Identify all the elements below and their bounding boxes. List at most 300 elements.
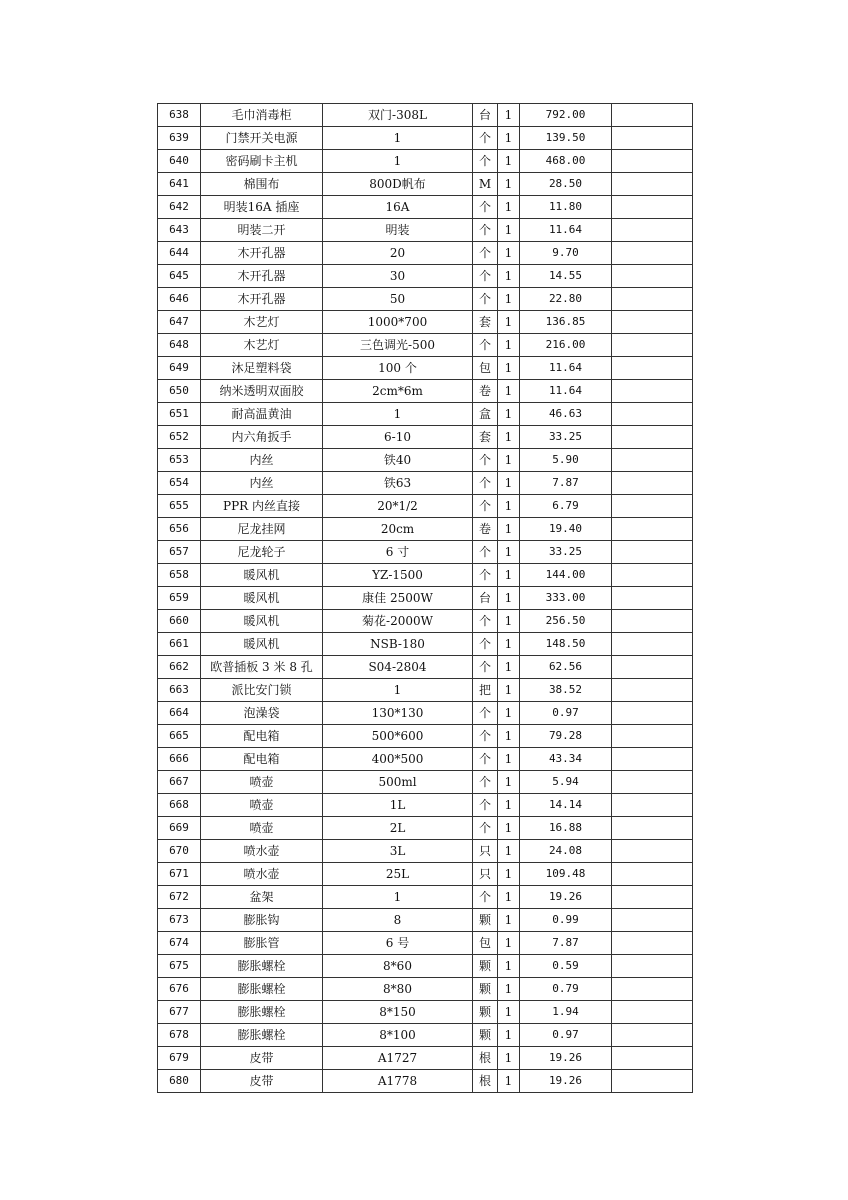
item-unit-cell: 根 bbox=[473, 1070, 498, 1093]
item-unit-cell: 个 bbox=[473, 495, 498, 518]
item-spec-cell: 菊花-2000W bbox=[323, 610, 473, 633]
item-unit-cell: 个 bbox=[473, 472, 498, 495]
item-name-cell: 明装16A 插座 bbox=[201, 196, 323, 219]
table-row bbox=[158, 1047, 693, 1070]
item-note-cell bbox=[612, 1047, 693, 1070]
item-quantity-cell: 1 bbox=[498, 932, 520, 955]
item-spec-cell: 8*60 bbox=[323, 955, 473, 978]
item-quantity-cell: 1 bbox=[498, 150, 520, 173]
item-name-cell: 膨胀螺栓 bbox=[201, 955, 323, 978]
item-spec-cell: 400*500 bbox=[323, 748, 473, 771]
item-number-cell: 674 bbox=[158, 932, 201, 955]
item-note-cell bbox=[612, 817, 693, 840]
item-number-cell: 680 bbox=[158, 1070, 201, 1093]
table-row bbox=[158, 219, 693, 242]
item-unit-cell: 个 bbox=[473, 656, 498, 679]
table-row bbox=[158, 1001, 693, 1024]
item-note-cell bbox=[612, 794, 693, 817]
item-note-cell bbox=[612, 610, 693, 633]
item-quantity-cell: 1 bbox=[498, 909, 520, 932]
item-spec-cell: 6 寸 bbox=[323, 541, 473, 564]
item-quantity-cell: 1 bbox=[498, 633, 520, 656]
item-quantity-cell: 1 bbox=[498, 357, 520, 380]
item-note-cell bbox=[612, 886, 693, 909]
item-spec-cell: 800D帆布 bbox=[323, 173, 473, 196]
item-price-cell: 468.00 bbox=[520, 150, 612, 173]
item-number-cell: 668 bbox=[158, 794, 201, 817]
item-price-cell: 24.08 bbox=[520, 840, 612, 863]
item-number-cell: 646 bbox=[158, 288, 201, 311]
item-number-cell: 641 bbox=[158, 173, 201, 196]
item-quantity-cell: 1 bbox=[498, 886, 520, 909]
item-number-cell: 659 bbox=[158, 587, 201, 610]
item-spec-cell: 8*150 bbox=[323, 1001, 473, 1024]
item-price-cell: 46.63 bbox=[520, 403, 612, 426]
item-price-cell: 19.26 bbox=[520, 1047, 612, 1070]
table-row bbox=[158, 150, 693, 173]
item-unit-cell: M bbox=[473, 173, 498, 196]
item-quantity-cell: 1 bbox=[498, 1047, 520, 1070]
item-spec-cell: 25L bbox=[323, 863, 473, 886]
item-unit-cell: 个 bbox=[473, 564, 498, 587]
item-quantity-cell: 1 bbox=[498, 518, 520, 541]
item-name-cell: 纳米透明双面胶 bbox=[201, 380, 323, 403]
item-name-cell: 喷水壶 bbox=[201, 840, 323, 863]
item-price-cell: 0.97 bbox=[520, 702, 612, 725]
item-name-cell: 膨胀螺栓 bbox=[201, 1024, 323, 1047]
item-price-cell: 43.34 bbox=[520, 748, 612, 771]
item-number-cell: 651 bbox=[158, 403, 201, 426]
item-number-cell: 640 bbox=[158, 150, 201, 173]
item-spec-cell: 20 bbox=[323, 242, 473, 265]
table-row bbox=[158, 656, 693, 679]
item-spec-cell: 16A bbox=[323, 196, 473, 219]
item-number-cell: 663 bbox=[158, 679, 201, 702]
table-row bbox=[158, 771, 693, 794]
item-note-cell bbox=[612, 1001, 693, 1024]
item-note-cell bbox=[612, 380, 693, 403]
item-quantity-cell: 1 bbox=[498, 794, 520, 817]
item-name-cell: 内丝 bbox=[201, 472, 323, 495]
item-spec-cell: NSB-180 bbox=[323, 633, 473, 656]
item-quantity-cell: 1 bbox=[498, 656, 520, 679]
item-note-cell bbox=[612, 656, 693, 679]
item-note-cell bbox=[612, 449, 693, 472]
item-note-cell bbox=[612, 564, 693, 587]
item-quantity-cell: 1 bbox=[498, 173, 520, 196]
item-unit-cell: 卷 bbox=[473, 518, 498, 541]
table-row bbox=[158, 932, 693, 955]
item-unit-cell: 个 bbox=[473, 196, 498, 219]
item-quantity-cell: 1 bbox=[498, 725, 520, 748]
table-row bbox=[158, 380, 693, 403]
item-price-cell: 792.00 bbox=[520, 104, 612, 127]
item-number-cell: 667 bbox=[158, 771, 201, 794]
item-note-cell bbox=[612, 725, 693, 748]
table-row bbox=[158, 403, 693, 426]
item-spec-cell: 1 bbox=[323, 150, 473, 173]
item-note-cell bbox=[612, 518, 693, 541]
item-unit-cell: 个 bbox=[473, 127, 498, 150]
item-price-cell: 256.50 bbox=[520, 610, 612, 633]
item-spec-cell: 明装 bbox=[323, 219, 473, 242]
table-row bbox=[158, 564, 693, 587]
item-spec-cell: YZ-1500 bbox=[323, 564, 473, 587]
item-note-cell bbox=[612, 1024, 693, 1047]
item-quantity-cell: 1 bbox=[498, 495, 520, 518]
table-row bbox=[158, 334, 693, 357]
item-number-cell: 658 bbox=[158, 564, 201, 587]
item-name-cell: 喷水壶 bbox=[201, 863, 323, 886]
item-note-cell bbox=[612, 702, 693, 725]
item-name-cell: 木艺灯 bbox=[201, 334, 323, 357]
table-row bbox=[158, 817, 693, 840]
table-row bbox=[158, 610, 693, 633]
item-unit-cell: 盒 bbox=[473, 403, 498, 426]
item-quantity-cell: 1 bbox=[498, 1024, 520, 1047]
item-number-cell: 661 bbox=[158, 633, 201, 656]
item-price-cell: 5.94 bbox=[520, 771, 612, 794]
item-unit-cell: 个 bbox=[473, 725, 498, 748]
item-quantity-cell: 1 bbox=[498, 702, 520, 725]
item-price-cell: 7.87 bbox=[520, 932, 612, 955]
table-row bbox=[158, 725, 693, 748]
item-name-cell: 盆架 bbox=[201, 886, 323, 909]
table-row bbox=[158, 886, 693, 909]
item-price-cell: 333.00 bbox=[520, 587, 612, 610]
item-price-cell: 79.28 bbox=[520, 725, 612, 748]
table-row bbox=[158, 840, 693, 863]
item-name-cell: 泡澡袋 bbox=[201, 702, 323, 725]
item-price-cell: 6.79 bbox=[520, 495, 612, 518]
item-note-cell bbox=[612, 541, 693, 564]
item-note-cell bbox=[612, 311, 693, 334]
item-name-cell: 皮带 bbox=[201, 1070, 323, 1093]
item-note-cell bbox=[612, 357, 693, 380]
item-number-cell: 679 bbox=[158, 1047, 201, 1070]
item-name-cell: 配电箱 bbox=[201, 725, 323, 748]
item-spec-cell: 铁63 bbox=[323, 472, 473, 495]
item-quantity-cell: 1 bbox=[498, 311, 520, 334]
item-number-cell: 671 bbox=[158, 863, 201, 886]
item-name-cell: 膨胀螺栓 bbox=[201, 978, 323, 1001]
item-note-cell bbox=[612, 748, 693, 771]
item-spec-cell: 30 bbox=[323, 265, 473, 288]
item-price-cell: 136.85 bbox=[520, 311, 612, 334]
item-number-cell: 657 bbox=[158, 541, 201, 564]
item-quantity-cell: 1 bbox=[498, 380, 520, 403]
item-quantity-cell: 1 bbox=[498, 449, 520, 472]
item-name-cell: 明装二开 bbox=[201, 219, 323, 242]
item-price-cell: 22.80 bbox=[520, 288, 612, 311]
item-price-cell: 0.97 bbox=[520, 1024, 612, 1047]
item-price-cell: 11.64 bbox=[520, 357, 612, 380]
item-spec-cell: 500*600 bbox=[323, 725, 473, 748]
item-quantity-cell: 1 bbox=[498, 748, 520, 771]
item-spec-cell: 康佳 2500W bbox=[323, 587, 473, 610]
item-quantity-cell: 1 bbox=[498, 403, 520, 426]
item-name-cell: 毛巾消毒柜 bbox=[201, 104, 323, 127]
table-row bbox=[158, 587, 693, 610]
item-quantity-cell: 1 bbox=[498, 863, 520, 886]
item-spec-cell: 1 bbox=[323, 886, 473, 909]
item-unit-cell: 个 bbox=[473, 886, 498, 909]
item-unit-cell: 套 bbox=[473, 311, 498, 334]
item-note-cell bbox=[612, 472, 693, 495]
item-name-cell: 门禁开关电源 bbox=[201, 127, 323, 150]
item-unit-cell: 个 bbox=[473, 449, 498, 472]
item-number-cell: 677 bbox=[158, 1001, 201, 1024]
item-quantity-cell: 1 bbox=[498, 564, 520, 587]
item-note-cell bbox=[612, 219, 693, 242]
item-quantity-cell: 1 bbox=[498, 1001, 520, 1024]
item-price-cell: 38.52 bbox=[520, 679, 612, 702]
item-spec-cell: 2cm*6m bbox=[323, 380, 473, 403]
item-note-cell bbox=[612, 104, 693, 127]
item-quantity-cell: 1 bbox=[498, 265, 520, 288]
item-unit-cell: 个 bbox=[473, 633, 498, 656]
item-name-cell: 喷壶 bbox=[201, 817, 323, 840]
item-unit-cell: 个 bbox=[473, 334, 498, 357]
price-list-table bbox=[157, 103, 693, 1093]
table-row bbox=[158, 357, 693, 380]
item-unit-cell: 个 bbox=[473, 288, 498, 311]
item-price-cell: 19.26 bbox=[520, 886, 612, 909]
table-row bbox=[158, 196, 693, 219]
table-row bbox=[158, 104, 693, 127]
item-note-cell bbox=[612, 150, 693, 173]
item-number-cell: 666 bbox=[158, 748, 201, 771]
item-price-cell: 0.59 bbox=[520, 955, 612, 978]
item-note-cell bbox=[612, 840, 693, 863]
table-row bbox=[158, 449, 693, 472]
item-spec-cell: 三色调光-500 bbox=[323, 334, 473, 357]
table-body bbox=[158, 104, 693, 1093]
item-name-cell: 棉围布 bbox=[201, 173, 323, 196]
item-number-cell: 650 bbox=[158, 380, 201, 403]
item-name-cell: 木艺灯 bbox=[201, 311, 323, 334]
item-spec-cell: 铁40 bbox=[323, 449, 473, 472]
item-note-cell bbox=[612, 909, 693, 932]
item-name-cell: 暖风机 bbox=[201, 610, 323, 633]
table-row bbox=[158, 863, 693, 886]
item-number-cell: 653 bbox=[158, 449, 201, 472]
item-spec-cell: 6-10 bbox=[323, 426, 473, 449]
table-row bbox=[158, 288, 693, 311]
item-price-cell: 19.40 bbox=[520, 518, 612, 541]
item-unit-cell: 颗 bbox=[473, 978, 498, 1001]
item-quantity-cell: 1 bbox=[498, 242, 520, 265]
item-name-cell: 木开孔器 bbox=[201, 265, 323, 288]
item-quantity-cell: 1 bbox=[498, 196, 520, 219]
item-name-cell: 配电箱 bbox=[201, 748, 323, 771]
item-name-cell: 派比安门锁 bbox=[201, 679, 323, 702]
item-quantity-cell: 1 bbox=[498, 587, 520, 610]
item-number-cell: 638 bbox=[158, 104, 201, 127]
item-name-cell: 膨胀螺栓 bbox=[201, 1001, 323, 1024]
item-name-cell: 耐高温黄油 bbox=[201, 403, 323, 426]
item-number-cell: 642 bbox=[158, 196, 201, 219]
item-price-cell: 11.64 bbox=[520, 380, 612, 403]
item-name-cell: 密码刷卡主机 bbox=[201, 150, 323, 173]
item-unit-cell: 个 bbox=[473, 610, 498, 633]
item-spec-cell: 50 bbox=[323, 288, 473, 311]
item-number-cell: 676 bbox=[158, 978, 201, 1001]
item-unit-cell: 卷 bbox=[473, 380, 498, 403]
item-price-cell: 33.25 bbox=[520, 541, 612, 564]
item-spec-cell: 1L bbox=[323, 794, 473, 817]
item-note-cell bbox=[612, 495, 693, 518]
item-note-cell bbox=[612, 265, 693, 288]
table-row bbox=[158, 633, 693, 656]
table-row bbox=[158, 1070, 693, 1093]
item-note-cell bbox=[612, 1070, 693, 1093]
item-spec-cell: 1 bbox=[323, 127, 473, 150]
item-name-cell: 暖风机 bbox=[201, 633, 323, 656]
table-row bbox=[158, 173, 693, 196]
item-unit-cell: 颗 bbox=[473, 909, 498, 932]
item-number-cell: 672 bbox=[158, 886, 201, 909]
item-price-cell: 33.25 bbox=[520, 426, 612, 449]
item-note-cell bbox=[612, 403, 693, 426]
item-number-cell: 655 bbox=[158, 495, 201, 518]
item-note-cell bbox=[612, 587, 693, 610]
item-note-cell bbox=[612, 426, 693, 449]
table-row bbox=[158, 472, 693, 495]
item-note-cell bbox=[612, 196, 693, 219]
table-row bbox=[158, 955, 693, 978]
item-name-cell: 喷壶 bbox=[201, 771, 323, 794]
item-quantity-cell: 1 bbox=[498, 978, 520, 1001]
item-number-cell: 647 bbox=[158, 311, 201, 334]
item-spec-cell: 100 个 bbox=[323, 357, 473, 380]
table-row bbox=[158, 426, 693, 449]
item-note-cell bbox=[612, 863, 693, 886]
item-quantity-cell: 1 bbox=[498, 219, 520, 242]
item-price-cell: 62.56 bbox=[520, 656, 612, 679]
item-name-cell: 暖风机 bbox=[201, 564, 323, 587]
item-price-cell: 109.48 bbox=[520, 863, 612, 886]
item-name-cell: 尼龙挂网 bbox=[201, 518, 323, 541]
item-quantity-cell: 1 bbox=[498, 472, 520, 495]
item-quantity-cell: 1 bbox=[498, 1070, 520, 1093]
item-quantity-cell: 1 bbox=[498, 840, 520, 863]
item-number-cell: 670 bbox=[158, 840, 201, 863]
item-number-cell: 673 bbox=[158, 909, 201, 932]
table-row bbox=[158, 311, 693, 334]
table-row bbox=[158, 909, 693, 932]
item-quantity-cell: 1 bbox=[498, 541, 520, 564]
item-name-cell: 膨胀钩 bbox=[201, 909, 323, 932]
item-unit-cell: 个 bbox=[473, 771, 498, 794]
item-note-cell bbox=[612, 633, 693, 656]
item-name-cell: 沐足塑料袋 bbox=[201, 357, 323, 380]
item-unit-cell: 根 bbox=[473, 1047, 498, 1070]
item-quantity-cell: 1 bbox=[498, 127, 520, 150]
item-quantity-cell: 1 bbox=[498, 610, 520, 633]
item-spec-cell: 130*130 bbox=[323, 702, 473, 725]
item-number-cell: 649 bbox=[158, 357, 201, 380]
item-spec-cell: 20*1/2 bbox=[323, 495, 473, 518]
item-unit-cell: 个 bbox=[473, 242, 498, 265]
item-spec-cell: 6 号 bbox=[323, 932, 473, 955]
table-row bbox=[158, 242, 693, 265]
item-unit-cell: 只 bbox=[473, 840, 498, 863]
item-price-cell: 148.50 bbox=[520, 633, 612, 656]
item-unit-cell: 颗 bbox=[473, 1024, 498, 1047]
item-price-cell: 0.79 bbox=[520, 978, 612, 1001]
item-name-cell: 暖风机 bbox=[201, 587, 323, 610]
item-note-cell bbox=[612, 771, 693, 794]
item-quantity-cell: 1 bbox=[498, 771, 520, 794]
table-row bbox=[158, 127, 693, 150]
item-unit-cell: 台 bbox=[473, 104, 498, 127]
item-number-cell: 664 bbox=[158, 702, 201, 725]
item-unit-cell: 包 bbox=[473, 357, 498, 380]
item-unit-cell: 个 bbox=[473, 219, 498, 242]
item-note-cell bbox=[612, 334, 693, 357]
item-name-cell: 尼龙轮子 bbox=[201, 541, 323, 564]
item-number-cell: 656 bbox=[158, 518, 201, 541]
item-price-cell: 11.80 bbox=[520, 196, 612, 219]
item-spec-cell: A1778 bbox=[323, 1070, 473, 1093]
item-number-cell: 675 bbox=[158, 955, 201, 978]
item-spec-cell: A1727 bbox=[323, 1047, 473, 1070]
item-price-cell: 7.87 bbox=[520, 472, 612, 495]
item-unit-cell: 个 bbox=[473, 817, 498, 840]
item-price-cell: 16.88 bbox=[520, 817, 612, 840]
item-price-cell: 9.70 bbox=[520, 242, 612, 265]
item-quantity-cell: 1 bbox=[498, 288, 520, 311]
item-spec-cell: 1 bbox=[323, 403, 473, 426]
item-price-cell: 216.00 bbox=[520, 334, 612, 357]
item-number-cell: 639 bbox=[158, 127, 201, 150]
item-spec-cell: 3L bbox=[323, 840, 473, 863]
item-unit-cell: 把 bbox=[473, 679, 498, 702]
item-note-cell bbox=[612, 127, 693, 150]
item-name-cell: PPR 内丝直接 bbox=[201, 495, 323, 518]
item-name-cell: 皮带 bbox=[201, 1047, 323, 1070]
item-name-cell: 欧普插板 3 米 8 孔 bbox=[201, 656, 323, 679]
item-spec-cell: 8 bbox=[323, 909, 473, 932]
item-note-cell bbox=[612, 679, 693, 702]
table-row bbox=[158, 748, 693, 771]
item-price-cell: 14.14 bbox=[520, 794, 612, 817]
item-number-cell: 678 bbox=[158, 1024, 201, 1047]
item-name-cell: 膨胀管 bbox=[201, 932, 323, 955]
item-price-cell: 28.50 bbox=[520, 173, 612, 196]
item-unit-cell: 个 bbox=[473, 265, 498, 288]
item-number-cell: 652 bbox=[158, 426, 201, 449]
item-unit-cell: 只 bbox=[473, 863, 498, 886]
item-price-cell: 11.64 bbox=[520, 219, 612, 242]
item-number-cell: 643 bbox=[158, 219, 201, 242]
item-unit-cell: 包 bbox=[473, 932, 498, 955]
item-spec-cell: 500ml bbox=[323, 771, 473, 794]
item-note-cell bbox=[612, 173, 693, 196]
item-number-cell: 665 bbox=[158, 725, 201, 748]
item-price-cell: 1.94 bbox=[520, 1001, 612, 1024]
item-note-cell bbox=[612, 932, 693, 955]
table-row bbox=[158, 978, 693, 1001]
item-number-cell: 660 bbox=[158, 610, 201, 633]
item-quantity-cell: 1 bbox=[498, 334, 520, 357]
item-unit-cell: 个 bbox=[473, 702, 498, 725]
item-unit-cell: 个 bbox=[473, 794, 498, 817]
item-unit-cell: 个 bbox=[473, 541, 498, 564]
table-row bbox=[158, 265, 693, 288]
item-note-cell bbox=[612, 955, 693, 978]
